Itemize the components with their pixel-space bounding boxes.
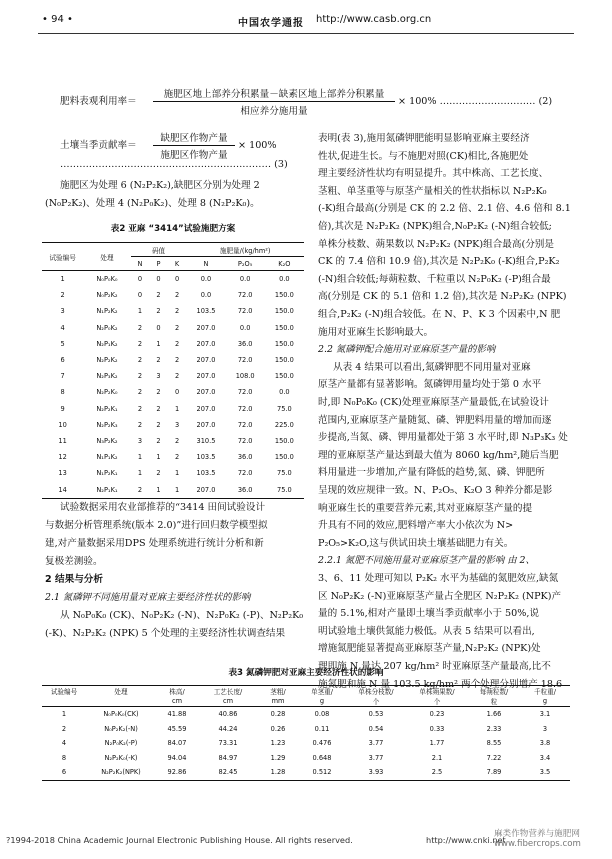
table2-header-rate: 施肥量/(kg/hm²)	[186, 243, 304, 257]
eq2-lhs: 肥料表观利用率＝	[60, 96, 137, 107]
table-row	[42, 449, 304, 465]
eq3-numerator: 缺肥区作物产量	[160, 133, 228, 144]
table-cell: 11	[58, 436, 67, 445]
table-cell: 72.0	[237, 356, 253, 365]
table-cell: N₁P₁K₂	[96, 453, 118, 462]
table-row	[42, 271, 304, 288]
table-cell: 75.0	[277, 469, 292, 478]
table-cell: 2	[174, 291, 180, 300]
table-row	[42, 417, 304, 433]
right-paragraph-2-line: 从表 4 结果可以看出,氮磷钾肥不同用量对亚麻	[333, 361, 531, 373]
table2-caption: 表2 亚麻 “3414”试验施肥方案	[110, 224, 236, 234]
table-cell: 2	[137, 372, 143, 381]
table-cell: 14	[58, 485, 67, 494]
table-cell: 2	[174, 307, 180, 316]
right-paragraph-1-line: (-K)组合最高(分别是 CK 的 2.2 倍、2.1 倍、4.6 倍和 8.1	[318, 203, 571, 215]
table-cell: 1	[174, 485, 180, 494]
table-cell: 1	[137, 307, 143, 316]
table-cell: 3.4	[539, 753, 551, 762]
table-cell: 45.59	[167, 724, 187, 733]
table3-header-stem-weight: 单茎重/	[310, 688, 333, 696]
table-cell: 2	[137, 485, 143, 494]
right-paragraph-3-line: 增施氮肥能显著提高亚麻原茎产量,N₂P₂K₂ (NPK)处	[318, 643, 541, 655]
right-paragraph-2-line: 范围内,亚麻原茎产量随氮、磷、钾肥料用量的增加而逐	[318, 414, 552, 426]
table-cell: 82.45	[218, 768, 238, 777]
table3-header-id: 试验编号	[50, 688, 78, 696]
table-cell: 84.97	[218, 753, 238, 762]
table-cell: 1	[174, 404, 180, 413]
table-cell: 36.0	[237, 339, 253, 348]
table-row	[42, 433, 304, 449]
table-cell: 2	[156, 420, 161, 429]
left-bottom-line-1: 试验数据采用农业部推荐的“3414 田间试验设计	[60, 502, 266, 513]
table3-unit: mm	[271, 697, 285, 705]
right-paragraph-1-line: CK 的 7.4 倍和 10.9 倍),其次是 N₂P₂K₀ (-K)组合,P₂K₂	[318, 256, 560, 268]
table3-header-treatment: 处理	[114, 688, 128, 696]
table2-subheader: N	[203, 259, 209, 268]
table-cell: 1	[137, 469, 143, 478]
right-paragraph-2-line: P₂O₅>K₂O,这与供试田块土壤基础肥力有关。	[318, 537, 514, 549]
table-cell: 3.8	[539, 739, 551, 748]
table3-caption: 表3 氮磷钾肥对亚麻主要经济性状的影响	[228, 668, 384, 678]
table3	[42, 685, 570, 781]
table-cell: N₁P₂K₁	[96, 469, 118, 478]
table-cell: 207.0	[196, 323, 216, 332]
table3-header-length: 工艺长度/	[213, 688, 243, 696]
table-cell: 2	[156, 356, 161, 365]
left-top-line-2: (N₀P₂K₂)、处理 4 (N₂P₀K₂)、处理 8 (N₂P₂K₀)。	[45, 198, 260, 209]
table-cell: 13	[58, 469, 67, 478]
table-cell: 103.5	[196, 307, 216, 316]
table-cell: 72.0	[237, 404, 253, 413]
table-cell: 207.0	[196, 356, 216, 365]
left-bottom-line-4: 复极差测验。	[45, 556, 103, 567]
table-cell: 2	[174, 436, 180, 445]
table-cell: 1	[156, 453, 161, 462]
table-cell: 150.0	[274, 339, 294, 348]
left-bottom-line-3: 建,对产量数据采用DPS 处理系统进行统计分析和新	[45, 538, 264, 549]
table-cell: N₂P₂K₂(NPK)	[101, 768, 141, 777]
eq2-fraction-bar	[153, 101, 395, 102]
table-row	[42, 736, 570, 751]
right-paragraph-2-line: 理的亚麻原茎产量达到最大值为 8060 kg/hm²,随后当肥	[318, 449, 559, 461]
table-cell: N₂P₀K₂	[96, 323, 118, 332]
right-paragraph-1-line: 组合,P₂K₂ (-N)组合较低。在 N、P、K 3 个因素中,N 肥	[318, 309, 561, 320]
table-cell: 2	[156, 307, 161, 316]
section-2-2-1-heading: 2.2.1 氮肥不同施用量对亚麻原茎产量的影响 由 2、	[318, 555, 535, 567]
table2-subheader: N	[137, 259, 143, 268]
table-cell: 0	[137, 291, 143, 300]
table-cell: 4	[60, 323, 65, 332]
table-cell: 2	[174, 339, 180, 348]
right-paragraph-3-line: 施氮肥和施 N 量 103.5 kg/hm² 两个处理分别增产 18.6	[318, 678, 563, 690]
table3-unit: 粒	[490, 698, 498, 706]
table-cell: 94.04	[167, 753, 187, 762]
table-cell: 0	[156, 323, 161, 332]
table-cell: 40.86	[218, 710, 238, 719]
table-row	[42, 384, 304, 400]
table-cell: 2	[137, 404, 143, 413]
table-cell: 108.0	[235, 372, 255, 381]
right-paragraph-2-line: 原茎产量都有显著影响。氮磷钾用量均处于第 0 水平	[318, 379, 542, 391]
right-paragraph-1-line: 单株分枝数、蒴果数以 N₂P₂K₂ (NPK)组合最高(分别是	[318, 238, 554, 250]
table-cell: 7.22	[486, 753, 502, 762]
table-cell: 2	[60, 291, 65, 300]
table-cell: N₀P₂K₂(-N)	[104, 724, 138, 733]
table-cell: 3.93	[368, 768, 384, 777]
table-cell: 103.5	[196, 453, 216, 462]
table-cell: 3	[156, 372, 161, 381]
right-paragraph-2-line: 时,即 N₀P₀K₀ (CK)处理亚麻原茎产量最低,在试验设计	[318, 397, 549, 408]
table-cell: 2	[156, 291, 161, 300]
table-cell: 150.0	[274, 356, 294, 365]
table-cell: 0.0	[200, 291, 212, 300]
table-cell: 0.08	[314, 710, 330, 719]
table-cell: 1.66	[486, 710, 502, 719]
table-row	[42, 352, 304, 368]
table-cell: 2	[156, 404, 161, 413]
table-cell: 3	[137, 436, 143, 445]
table-row	[42, 303, 304, 319]
table-cell: 2	[137, 388, 143, 397]
table-cell: 0.23	[429, 710, 445, 719]
table-cell: N₂P₂K₃	[96, 420, 118, 429]
table-cell: 1	[61, 710, 67, 719]
table-cell: 72.0	[237, 307, 253, 316]
right-paragraph-1-line: 表明(表 3),施用氮磷钾肥能明显影响亚麻主要经济	[318, 133, 530, 144]
left-top-line-1: 施肥区为处理 6 (N₂P₂K₂),缺肥区分别为处理 2	[60, 180, 260, 191]
table-cell: 150.0	[274, 436, 294, 445]
right-paragraph-3-line: 明试验地土壤供氮能力极低。从表 5 结果可以看出,	[318, 625, 535, 637]
table-cell: 84.07	[167, 739, 187, 748]
table-cell: 0.11	[314, 724, 330, 733]
table-cell: 310.5	[196, 436, 216, 445]
table-cell: 92.86	[167, 768, 187, 777]
table3-header-seeds: 每蒴粒数/	[479, 688, 509, 696]
table-cell: 1.77	[429, 739, 445, 748]
table2-subheader: K₂O	[278, 259, 291, 268]
right-paragraph-2-line: 步提高,当氮、磷、钾用量都处于第 3 水平时,即 N₃P₃K₃ 处	[318, 432, 568, 444]
table-cell: 0.33	[429, 724, 445, 733]
table-cell: 207.0	[196, 420, 216, 429]
table-cell: 6	[61, 768, 67, 777]
table-cell: 3.77	[368, 739, 384, 748]
table-row	[42, 707, 570, 722]
table-cell: 0.28	[270, 710, 286, 719]
table-cell: 10	[58, 420, 67, 429]
table-cell: 3.77	[368, 753, 384, 762]
eq2-denominator: 相应养分施用量	[240, 106, 308, 117]
table2-header-treatment: 处理	[83, 243, 130, 271]
table-cell: 2.1	[431, 753, 443, 762]
table-cell: 207.0	[196, 372, 216, 381]
table-cell: 1.29	[270, 753, 286, 762]
table-cell: 150.0	[274, 323, 294, 332]
table2-subheader: P₂O₅	[237, 259, 253, 268]
table-cell: 8.55	[486, 739, 502, 748]
table-cell: 2	[174, 453, 180, 462]
table-cell: 8	[61, 753, 67, 762]
right-paragraph-2-line: 升具有不同的效应,肥料增产率大小依次为 N>	[318, 520, 514, 532]
header-rule	[38, 33, 574, 34]
eq3-denominator: 施肥区作物产量	[160, 150, 228, 161]
table-cell: 0.0	[239, 323, 251, 332]
right-paragraph-1-line: (-N)组合较低;每蒴粒数、千粒重以 N₂P₀K₂ (-P)组合最	[318, 273, 551, 285]
table-cell: 1	[156, 485, 161, 494]
table-cell: 207.0	[196, 388, 216, 397]
table-cell: N₂P₁K₁	[96, 485, 118, 494]
table-cell: 0.0	[279, 275, 290, 284]
table-cell: 1.28	[270, 768, 286, 777]
table-cell: N₂P₀K₂(-P)	[104, 739, 138, 748]
table-cell: 36.0	[237, 453, 253, 462]
table-row	[42, 722, 570, 737]
table-cell: 3.1	[539, 710, 551, 719]
table-row	[42, 336, 304, 352]
table-cell: 5	[60, 339, 65, 348]
table-cell: 0	[174, 275, 180, 284]
table-cell: 36.0	[237, 485, 253, 494]
right-paragraph-3-line: 量的 5.1%,相对产量即土壤当季贡献率小于 50%,说	[318, 608, 539, 620]
eq2-numerator: 施肥区地上部养分积累量－缺素区地上部养分积累量	[163, 89, 385, 100]
table-cell: 2	[174, 323, 180, 332]
table-row	[42, 287, 304, 303]
table-cell: 75.0	[277, 404, 292, 413]
table-cell: 3	[542, 724, 548, 733]
table-cell: 2	[137, 323, 143, 332]
table2-subheader: K	[174, 259, 180, 268]
table-cell: 2	[174, 372, 180, 381]
table-cell: 225.0	[274, 420, 294, 429]
table-cell: 72.0	[237, 469, 253, 478]
table3-header-stem-diam: 茎粗/	[270, 688, 286, 696]
section-2-1-heading: 2.1 氮磷钾不同施用量对亚麻主要经济性状的影响	[45, 592, 251, 603]
table-cell: 72.0	[237, 388, 253, 397]
table-cell: 1	[174, 469, 180, 478]
table3-unit: cm	[222, 697, 234, 705]
table-cell: N₀P₀K₀(CK)	[103, 710, 139, 719]
table-cell: N₂P₂K₁	[96, 404, 118, 413]
eq3-fraction-bar	[153, 145, 235, 146]
watermark: 麻类作物营养与施肥网 www.fibercrops.com	[494, 829, 581, 849]
table-cell: 7	[60, 372, 65, 381]
eq3-tail: × 100%	[238, 140, 277, 151]
table-cell: 0.26	[270, 724, 286, 733]
table-cell: 2.33	[486, 724, 502, 733]
table-cell: 2	[137, 356, 143, 365]
table3-unit	[42, 696, 86, 707]
table-cell: N₂P₂K₀	[96, 388, 118, 397]
table-cell: 0.512	[312, 768, 332, 777]
copyright-notice: ?1994-2018 China Academic Journal Electronic Publishing House. All rights reserved.	[6, 835, 353, 845]
table-row	[42, 320, 304, 336]
table-cell: N₂P₂K₂	[96, 356, 118, 365]
table-cell: N₂P₁K₂	[96, 339, 118, 348]
table3-unit	[86, 696, 156, 707]
table-cell: 2.5	[431, 768, 443, 777]
right-paragraph-1-line: 理主要经济性状均有明显提升。其中株高、工艺长度、	[318, 168, 549, 180]
table-cell: 2	[61, 724, 67, 733]
table3-header-capsules: 单株蒴果数/	[419, 688, 455, 696]
journal-url[interactable]: http://www.casb.org.cn	[316, 14, 432, 25]
table-cell: 2	[156, 469, 161, 478]
table2	[42, 242, 304, 499]
table-row	[42, 401, 304, 417]
table-row	[42, 368, 304, 384]
table-cell: 3	[174, 420, 180, 429]
right-paragraph-1-line: 茎粗、单茎重等与原茎产量相关的性状指标以 N₂P₂K₀	[318, 185, 547, 197]
table-cell: 150.0	[274, 372, 294, 381]
table-cell: 207.0	[196, 339, 216, 348]
table-cell: N₂P₂K₀(-K)	[104, 753, 138, 762]
table-cell: 1	[60, 275, 65, 284]
eq3-lhs: 土壤当季贡献率＝	[60, 140, 137, 151]
table-cell: 2	[156, 436, 161, 445]
table-cell: 207.0	[196, 485, 216, 494]
table-cell: 0	[156, 275, 161, 284]
right-paragraph-3-line: 3、6、11 处理可知以 P₂K₂ 水平为基础的氮肥效应,缺氮	[318, 573, 559, 584]
table-row	[42, 481, 304, 498]
right-paragraph-1-line: 性状,促进生长。与不施肥对照(CK)相比,各施肥处	[318, 150, 529, 162]
table-cell: 0.648	[312, 753, 332, 762]
table-cell: 9	[60, 404, 65, 413]
left-final-line-1: 从 N₀P₀K₀ (CK)、N₀P₂K₂ (-N)、N₂P₀K₂ (-P)、N₂P₂K₀	[60, 610, 304, 621]
left-final-line-2: (-K)、N₂P₂K₂ (NPK) 5 个处理的主要经济性状调查结果	[45, 628, 286, 639]
table-row	[42, 465, 304, 481]
table-cell: 6	[60, 356, 65, 365]
right-paragraph-2-line: 呈现的效应规律一致。N、P₂O₅、K₂O 3 种养分都是影	[318, 485, 553, 496]
table-cell: 150.0	[274, 291, 294, 300]
table-cell: 1	[137, 453, 143, 462]
table-cell: 12	[58, 453, 67, 462]
table-cell: 75.0	[277, 485, 292, 494]
table-row	[42, 751, 570, 766]
table-cell: 44.24	[218, 724, 238, 733]
eq3-dots: ………………………………………………………… (3)	[60, 159, 288, 170]
table-cell: 4	[61, 739, 67, 748]
table-cell: N₀P₀K₀	[96, 275, 118, 284]
page-number: • 94 •	[42, 14, 73, 25]
table-cell: 2	[174, 356, 180, 365]
table-cell: 2	[137, 420, 143, 429]
section-2-heading: 2 结果与分析	[45, 574, 103, 585]
right-paragraph-1-line: 高(分别是 CK 的 5.1 倍和 1.2 倍),其次是 N₂P₂K₂ (NPK)	[318, 291, 567, 303]
section-2-2-heading: 2.2 氮磷钾配合施用对亚麻原茎产量的影响	[318, 344, 496, 356]
table-cell: 0.53	[368, 710, 384, 719]
table-cell: 1	[156, 339, 161, 348]
table-cell: 8	[60, 388, 65, 397]
table2-header-code: 码值	[131, 243, 187, 257]
right-paragraph-2-line: 料用量进一步增加,产量有降低的趋势,氮、磷、钾肥所	[318, 467, 545, 479]
table-cell: N₂P₃K₂	[96, 372, 118, 381]
table-cell: 3.5	[539, 768, 551, 777]
table3-header-branches: 单株分枝数/	[358, 688, 394, 696]
table-cell: 73.31	[218, 739, 238, 748]
table3-unit: 个	[372, 698, 380, 706]
table-cell: N₀P₂K₂	[96, 291, 118, 300]
table-cell: 1.23	[270, 739, 286, 748]
table-cell: 2	[156, 388, 161, 397]
left-bottom-line-2: 与数据分析管理系统(版本 2.0)”进行回归数学模型拟	[45, 520, 268, 531]
table3-header-kgw: 千粒重/	[533, 688, 556, 696]
eq2-tail: × 100% ………………………… (2)	[398, 96, 553, 107]
table-cell: 103.5	[196, 469, 216, 478]
table3-header-height: 株高/	[169, 688, 185, 696]
table-cell: N₁P₂K₂	[96, 307, 118, 316]
table-cell: 0	[174, 388, 180, 397]
table-cell: 72.0	[237, 291, 253, 300]
table-cell: 0	[137, 275, 143, 284]
table-cell: 150.0	[274, 307, 294, 316]
table-cell: 0.54	[368, 724, 384, 733]
right-paragraph-1-line: 倍),其次是 N₂P₂K₂ (NPK)组合,N₀P₂K₂ (-N)组合较低;	[318, 221, 552, 232]
table-cell: 72.0	[237, 420, 253, 429]
table-cell: 72.0	[237, 436, 253, 445]
table-cell: 0.476	[312, 739, 332, 748]
right-paragraph-1-line: 施用对亚麻生长影响最大。	[318, 326, 434, 338]
table-row	[42, 765, 570, 780]
table-cell: 207.0	[196, 404, 216, 413]
footer-url[interactable]: http://www.cnki.net	[426, 835, 506, 845]
right-paragraph-2-line: 响亚麻生长的重要营养元素,其对亚麻原茎产量的提	[318, 502, 533, 514]
table3-unit: g	[319, 697, 325, 705]
table-cell: 0.0	[279, 388, 290, 397]
journal-title: 中国农学通报	[238, 18, 304, 29]
table-cell: N₃P₂K₂	[96, 436, 118, 445]
table3-unit: cm	[171, 697, 183, 705]
table-cell: 0.0	[239, 275, 251, 284]
table-cell: 0.0	[200, 275, 212, 284]
table-cell: 150.0	[274, 453, 294, 462]
table3-unit: g	[542, 697, 548, 705]
table2-header-id: 试验编号	[42, 243, 83, 271]
right-paragraph-3-line: 理即施 N 量达 207 kg/hm² 时亚麻原茎产量最高,比不	[318, 661, 551, 672]
right-paragraph-3-line: 区 N₀P₂K₂ (-N)亚麻原茎产量占全肥区 N₂P₂K₂ (NPK)产	[318, 590, 562, 602]
table2-subheader: P	[156, 259, 161, 268]
table-cell: 2	[137, 339, 143, 348]
table-cell: 7.89	[486, 768, 502, 777]
table3-unit: 个	[433, 698, 441, 706]
table-cell: 3	[60, 307, 65, 316]
table-cell: 41.88	[167, 710, 187, 719]
